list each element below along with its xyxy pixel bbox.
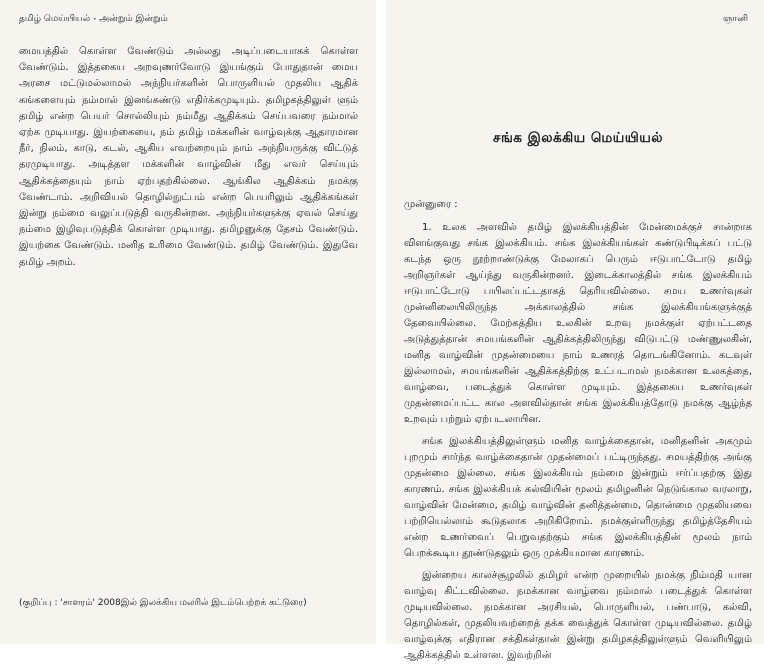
page-gutter — [376, 0, 386, 644]
left-running-head: தமிழ் மெய்யியல் - அன்றும் இன்றும் — [19, 14, 168, 24]
left-page — [0, 0, 376, 644]
chapter-title: சங்க இலக்கிய மெய்யியல் — [492, 130, 664, 146]
body-paragraph-1: 1. உலக அளவில் தமிழ் இலக்கியத்தின் மேன்மைக்குச் சான்றாக விளங்குவது சங்க இலக்கியம். சங்க இலக்கியங்கள் கண்டுபிடிக்கப் பட்டு கடந்த ஒரு நூற்றாண்டுக்கு மேலாகப் பெரும் ஈடுபாட்டோடு தமிழ் அறிஞர்கள் ஆய்ந்து வருகின்றனர். இடைக்காலத்தில் சங்க இலக்கியம் ஈடுபாட்டோடு பயிலப்பட்டதாகத் தெரியவில்லை. சமய உணர்வுகள் முன்னிலையிலிருந்த அக்காலத்தில் சங்க இலக்கியங்களுக்குத் தேவையில்லை. மேற்கத்திய உலகின் உறவு நமக்குள் ஏற்பட்டதை அடுத்துத்தான் சமயங்களின் ஆதிக்கத்திலிருந்து விடுபட்டு மண்ணுலகின், மனித வாழ்வின் முதன்மையை நாம் உணரத் தொடங்கினோம். கடவுள் இல்லாமல், சமயங்களின் ஆதிக்கத்திற்கு உட்படாமல் நமக்கான உலகத்தை, வாழ்வை, படைத்துக் கொள்ள முடியும். இத்தகைய உணர்வுகள் முதன்மைப்பட்ட கால அளவில்தான் சங்க இலக்கியத்தோடு நமக்கு ஆழ்ந்த உறவும் பற்றும் ஏற்படலாயின. — [404, 222, 752, 425]
body-paragraph-3: இன்றைய காலச்சூழலில் தமிழர் என்ற முறையில் நமக்கு நிம்மதி யான வாழ்வு கிட்டவில்லை. நமக்கான வாழ்வை நம்மால் படைத்துக் கொள்ள முடியவில்லை. நமக்கான அரசியல், பொருளியல், பண்பாடு, கல்வி, தொழில்கள், முதலியவற்றைத் தக்க வைத்துக் கொள்ள முடியவில்லை. தமிழ் வாழ்வுக்கு எதிரான சக்திகள்தான் இன்று தமிழகத்திலுள்ளும் வெளியிலும் ஆதிக்கத்தில் உள்ளன. இவற்றின் — [404, 570, 752, 661]
left-paragraph: மையத்தில் கொள்ள வேண்டும் அல்லது அடிப்படையாகக் கொள்ள வேண்டும். இத்தகைய அறவுணர்வோடு இயங்கும் போதுதான் மைய அரசை மட்டுமல்லாமல் அந்நியர்களின் பொருளியல் முதலிய ஆதிக் கங்களையும் நம்மால் இனங்கண்டு எதிர்க்கமுடியும். தமிழகத்திலுள் ளும் தமிழ் என்ற பெயர் சொல்லியும் நம்மீது ஆதிக்கம் செய்பவரை நம்மால் ஏற்க முடியாது. இயற்கையை, நம் தமிழ் மக்களின் வாழ்வுக்கு ஆதாரமான நீர், நிலம், காடு, கடல், ஆகிய எவற்றையும் நாம் அந்நியருக்கு விட்டுத் தரமுடியாது. அடித்தள மக்களின் வாழ்வின் மீது எவர் செய்யும் ஆதிக்கத்தையும் நாம் ஏற்பதற்கில்லை. ஆங்கில ஆதிக்கம் நமக்கு வேண்டாம். அறிவியல் தொழில்நுட்பம் என்ற பெயரிலும் ஆதிக்கங்கள் இன்று நம்மை வலுப்படுத்தி வருகின்றன. அந்நியர்களுக்கு ஏவல் செய்து நம்மை இழிவுபடுத்திக் கொள்ள முடியாது. தமிழனுக்கு தேசம் வேண்டும். இயற்கை வேண்டும். மனித உரிமை வேண்டும். தமிழ் வேண்டும். இதுவே தமிழ் அறம். — [19, 46, 358, 268]
right-page — [386, 0, 764, 661]
left-page-body — [19, 44, 358, 271]
footnote: (குறிப்பு : 'சாளரம்' 2008இல் இலக்கிய மலரில் இடம்பெற்றக் கட்டுரை) — [19, 598, 307, 608]
body-paragraph-2: சங்க இலக்கியத்திலுள்ளும் மனித வாழ்க்கைதான், மனிதனின் அகமும் புறமும் சார்ந்த வாழ்க்கைதான் முதன்மைப் பட்டிருந்தது. சமயத்திற்கு அங்கு முதன்மை இல்லை. சங்க இலக்கியம் நம்மை இன்றும் ஈர்ப்பதற்கு இது காரணம். சங்க இலக்கியக் கல்வியின் மூலம் தமிழனின் நெடுங்கால வரலாறு, வாழ்வின் மேன்மை, தமிழ் வாழ்வின் தனித்தன்மை, தொன்மை முதலியவை பற்றியெல்லாம் கூடுதலாக அறிகிறோம். நமக்குள்ளிருந்து தமிழ்த்தேசியம் என்ற உணர்வைப் பெறுவதற்கும் சங்க இலக்கியத்தின் மூலம் நாம் பெறக்கூடிய தூண்டுதலும் ஒரு முக்கியமான காரணம். — [404, 436, 752, 559]
section-heading: முன்னுரை : — [404, 199, 458, 210]
right-running-head: ஞானி — [722, 14, 748, 24]
